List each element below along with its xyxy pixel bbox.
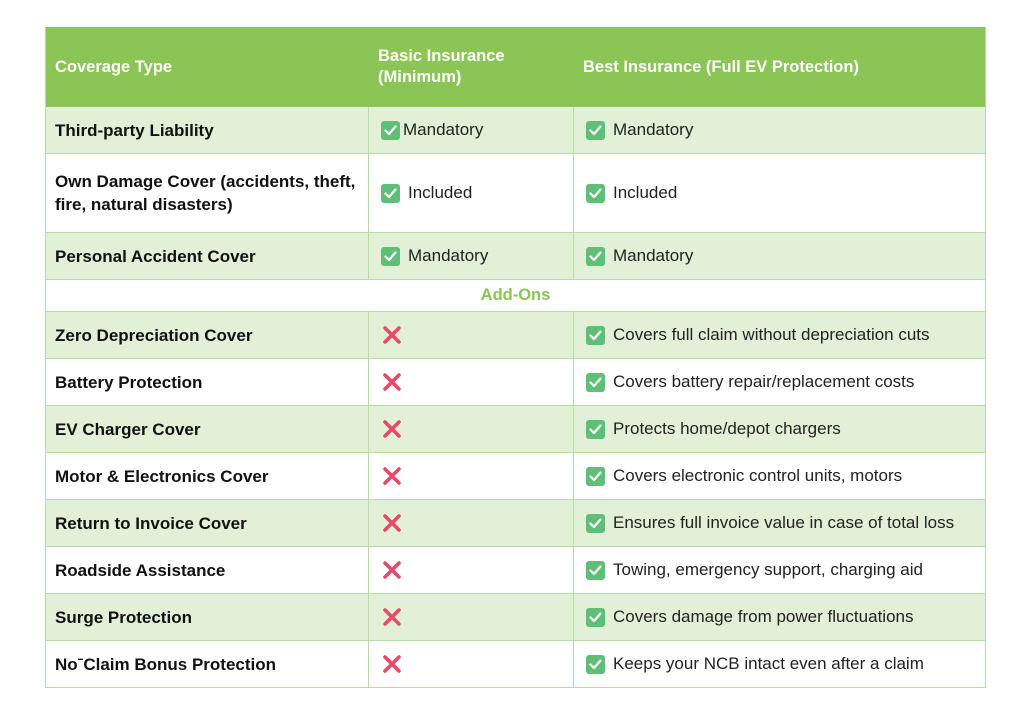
best-value: Covers full claim without depreciation cuts bbox=[613, 325, 930, 344]
check-icon bbox=[586, 420, 605, 439]
best-value: Included bbox=[613, 183, 678, 202]
coverage-comparison-table bbox=[45, 27, 986, 688]
cross-icon bbox=[381, 512, 403, 534]
best-value: Keeps your NCB intact even after a claim bbox=[613, 654, 924, 673]
check-icon bbox=[381, 247, 400, 266]
table-row bbox=[46, 641, 985, 688]
cross-icon bbox=[381, 465, 403, 487]
table-row bbox=[46, 453, 985, 500]
coverage-label: Roadside Assistance bbox=[55, 560, 226, 580]
basic-cell bbox=[369, 500, 574, 546]
coverage-label-cell bbox=[46, 406, 369, 452]
coverage-label: Surge Protection bbox=[55, 607, 192, 627]
check-icon bbox=[586, 467, 605, 486]
check-icon bbox=[381, 184, 400, 203]
check-icon bbox=[586, 514, 605, 533]
coverage-label-cell bbox=[46, 359, 369, 405]
coverage-label: Return to Invoice Cover bbox=[55, 513, 247, 533]
best-cell bbox=[574, 154, 985, 232]
coverage-label: NoˉClaim Bonus Protection bbox=[55, 654, 277, 674]
basic-cell bbox=[369, 453, 574, 499]
coverage-label: Personal Accident Cover bbox=[55, 246, 256, 266]
coverage-label-cell bbox=[46, 312, 369, 358]
coverage-label-cell bbox=[46, 594, 369, 640]
table-row bbox=[46, 500, 985, 547]
best-value: Mandatory bbox=[613, 246, 694, 265]
coverage-label-cell bbox=[46, 107, 369, 153]
check-icon bbox=[586, 608, 605, 627]
check-icon bbox=[586, 326, 605, 345]
addon-rows bbox=[46, 312, 985, 688]
best-cell bbox=[574, 233, 985, 279]
check-icon bbox=[586, 655, 605, 674]
best-cell bbox=[574, 500, 985, 546]
check-icon bbox=[381, 121, 400, 140]
best-value: Covers battery repair/replacement costs bbox=[613, 372, 915, 391]
basic-cell bbox=[369, 547, 574, 593]
basic-value: Mandatory bbox=[403, 120, 484, 139]
best-cell bbox=[574, 594, 985, 640]
best-cell bbox=[574, 453, 985, 499]
best-cell bbox=[574, 359, 985, 405]
basic-cell bbox=[369, 154, 574, 232]
coverage-label-cell bbox=[46, 500, 369, 546]
coverage-label-cell bbox=[46, 154, 369, 232]
table-row bbox=[46, 594, 985, 641]
best-value: Mandatory bbox=[613, 120, 694, 139]
basic-cell bbox=[369, 233, 574, 279]
header-basic-insurance: Basic Insurance (Minimum) bbox=[378, 47, 505, 86]
cross-icon bbox=[381, 653, 403, 675]
basic-cell bbox=[369, 641, 574, 687]
coverage-label: EV Charger Cover bbox=[55, 419, 201, 439]
coverage-label: Zero Depreciation Cover bbox=[55, 325, 253, 345]
table-header bbox=[46, 27, 985, 107]
cross-icon bbox=[381, 371, 403, 393]
basic-cell bbox=[369, 406, 574, 452]
check-icon bbox=[586, 247, 605, 266]
coverage-label: Own Damage Cover (accidents, theft, fire, natural disasters) bbox=[55, 172, 356, 214]
basic-cell bbox=[369, 107, 574, 153]
best-value: Covers electronic control units, motors bbox=[613, 466, 903, 485]
basic-value: Mandatory bbox=[408, 246, 489, 265]
cross-icon bbox=[381, 559, 403, 581]
check-icon bbox=[586, 184, 605, 203]
header-best-insurance: Best Insurance (Full EV Protection) bbox=[583, 57, 859, 76]
cross-icon bbox=[381, 324, 403, 346]
best-cell bbox=[574, 406, 985, 452]
basic-cell bbox=[369, 359, 574, 405]
best-cell bbox=[574, 312, 985, 358]
coverage-label-cell bbox=[46, 453, 369, 499]
table-row bbox=[46, 312, 985, 359]
basic-cell bbox=[369, 594, 574, 640]
best-cell bbox=[574, 641, 985, 687]
addons-heading: Add-Ons bbox=[480, 286, 551, 304]
best-value: Covers damage from power fluctuations bbox=[613, 607, 914, 626]
best-cell bbox=[574, 107, 985, 153]
addons-heading-row bbox=[46, 280, 985, 312]
basic-cell bbox=[369, 312, 574, 358]
coverage-label-cell bbox=[46, 547, 369, 593]
table-row bbox=[46, 233, 985, 280]
check-icon bbox=[586, 373, 605, 392]
basic-value: Included bbox=[408, 183, 473, 202]
check-icon bbox=[586, 561, 605, 580]
header-coverage-type: Coverage Type bbox=[55, 57, 173, 76]
table-row bbox=[46, 154, 985, 233]
coverage-label-cell bbox=[46, 233, 369, 279]
table-row bbox=[46, 547, 985, 594]
table-row bbox=[46, 107, 985, 154]
coverage-label: Third-party Liability bbox=[55, 120, 214, 140]
table-row bbox=[46, 406, 985, 453]
coverage-label: Battery Protection bbox=[55, 372, 203, 392]
cross-icon bbox=[381, 418, 403, 440]
coverage-label-cell bbox=[46, 641, 369, 687]
coverage-label: Motor & Electronics Cover bbox=[55, 466, 269, 486]
best-value: Towing, emergency support, charging aid bbox=[613, 560, 923, 579]
best-cell bbox=[574, 547, 985, 593]
check-icon bbox=[586, 121, 605, 140]
cross-icon bbox=[381, 606, 403, 628]
best-value: Ensures full invoice value in case of total loss bbox=[613, 513, 955, 532]
best-value: Protects home/depot chargers bbox=[613, 419, 841, 438]
table-row bbox=[46, 359, 985, 406]
